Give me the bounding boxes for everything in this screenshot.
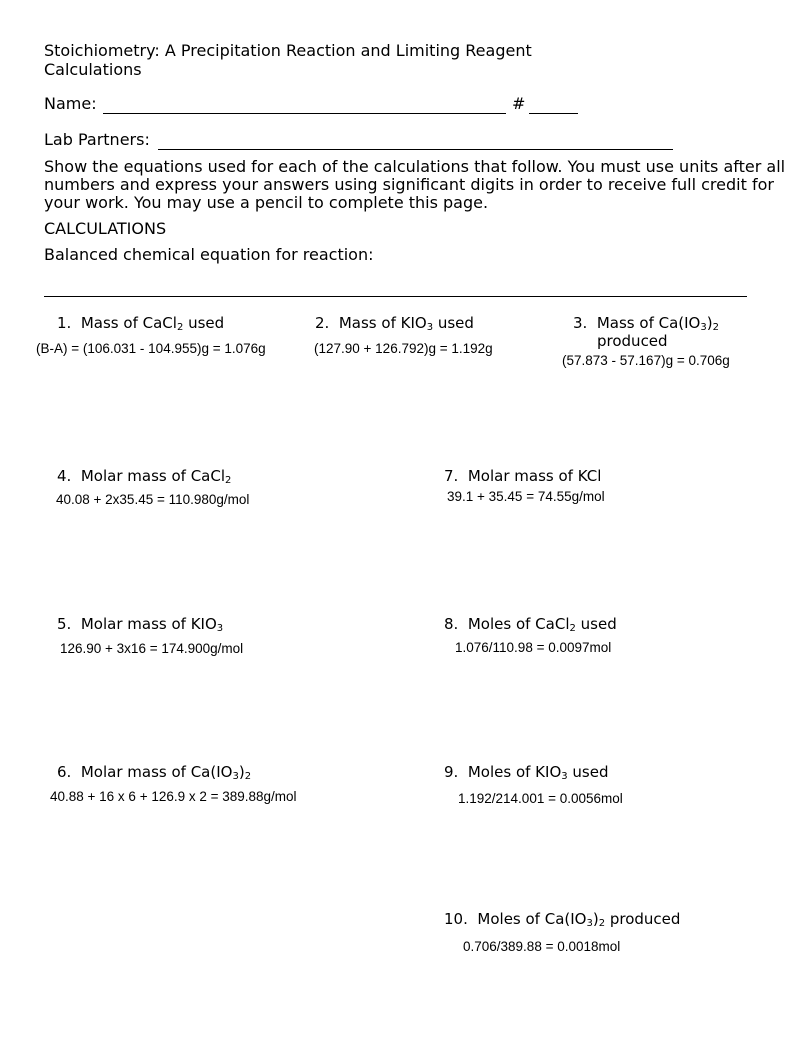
instructions-line1: Show the equations used for each of the calculations that follow. You must use units after all	[44, 157, 786, 176]
worksheet-title-line2: Calculations	[44, 60, 142, 79]
question-9-answer: 1.192/214.001 = 0.0056mol	[458, 791, 623, 806]
question-3-answer: (57.873 - 57.167)g = 0.706g	[562, 353, 730, 368]
question-10-answer: 0.706/389.88 = 0.0018mol	[463, 939, 621, 954]
question-5-answer: 126.90 + 3x16 = 174.900g/mol	[60, 641, 244, 656]
balanced-equation-label: Balanced chemical equation for reaction:	[44, 245, 374, 264]
instructions-line3: your work. You may use a pencil to complete this page.	[44, 193, 489, 212]
question-5-label: 5. Molar mass of $KIO_3$	[57, 615, 224, 634]
question-3-label: 3. Mass of $Ca(IO_3)_2$	[573, 314, 719, 333]
worksheet-title-line1: Stoichiometry: A Precipitation Reaction and Limiting Reagent	[44, 41, 532, 60]
question-2-label: 2. Mass of $KIO_3$ used	[315, 314, 474, 333]
question-6-label: 6. Molar mass of $Ca(IO_3)_2$	[57, 763, 252, 782]
question-6-answer: 40.88 + 16 x 6 + 126.9 x 2 = 389.88g/mol	[50, 789, 297, 804]
question-1-answer: (B-A) = (106.031 - 104.955)g = 1.076g	[36, 341, 266, 356]
question-1-label: 1. Mass of CaCl$_2$ used	[57, 314, 225, 333]
calculations-heading: CALCULATIONS	[44, 219, 167, 238]
question-10-label: 10. Moles of $Ca(IO_3)_2$ produced	[444, 910, 681, 929]
number-label: #	[512, 94, 526, 113]
question-4-answer: 40.08 + 2x35.45 = 110.980g/mol	[56, 492, 250, 507]
question-9-label: 9. Moles of $KIO_3$ used	[444, 763, 609, 782]
question-3-label-line2: produced	[597, 332, 668, 350]
balanced-equation-line[interactable]	[44, 296, 747, 297]
number-field-line[interactable]	[529, 113, 578, 114]
question-8-label: 8. Moles of CaCl$_2$ used	[444, 615, 617, 634]
lab-partners-field-line[interactable]	[158, 149, 673, 150]
question-7-label: 7. Molar mass of KCl	[444, 467, 602, 485]
name-label: Name:	[44, 94, 97, 113]
lab-partners-label: Lab Partners:	[44, 130, 150, 149]
name-field-line[interactable]	[103, 113, 506, 114]
question-8-answer: 1.076/110.98 = 0.0097mol	[455, 640, 612, 655]
question-4-label: 4. Molar mass of CaCl$_2$	[57, 467, 232, 486]
question-7-answer: 39.1 + 35.45 = 74.55g/mol	[447, 489, 605, 504]
question-2-answer: (127.90 + 126.792)g = 1.192g	[314, 341, 493, 356]
instructions-line2: numbers and express your answers using significant digits in order to receive full credit for	[44, 175, 774, 194]
